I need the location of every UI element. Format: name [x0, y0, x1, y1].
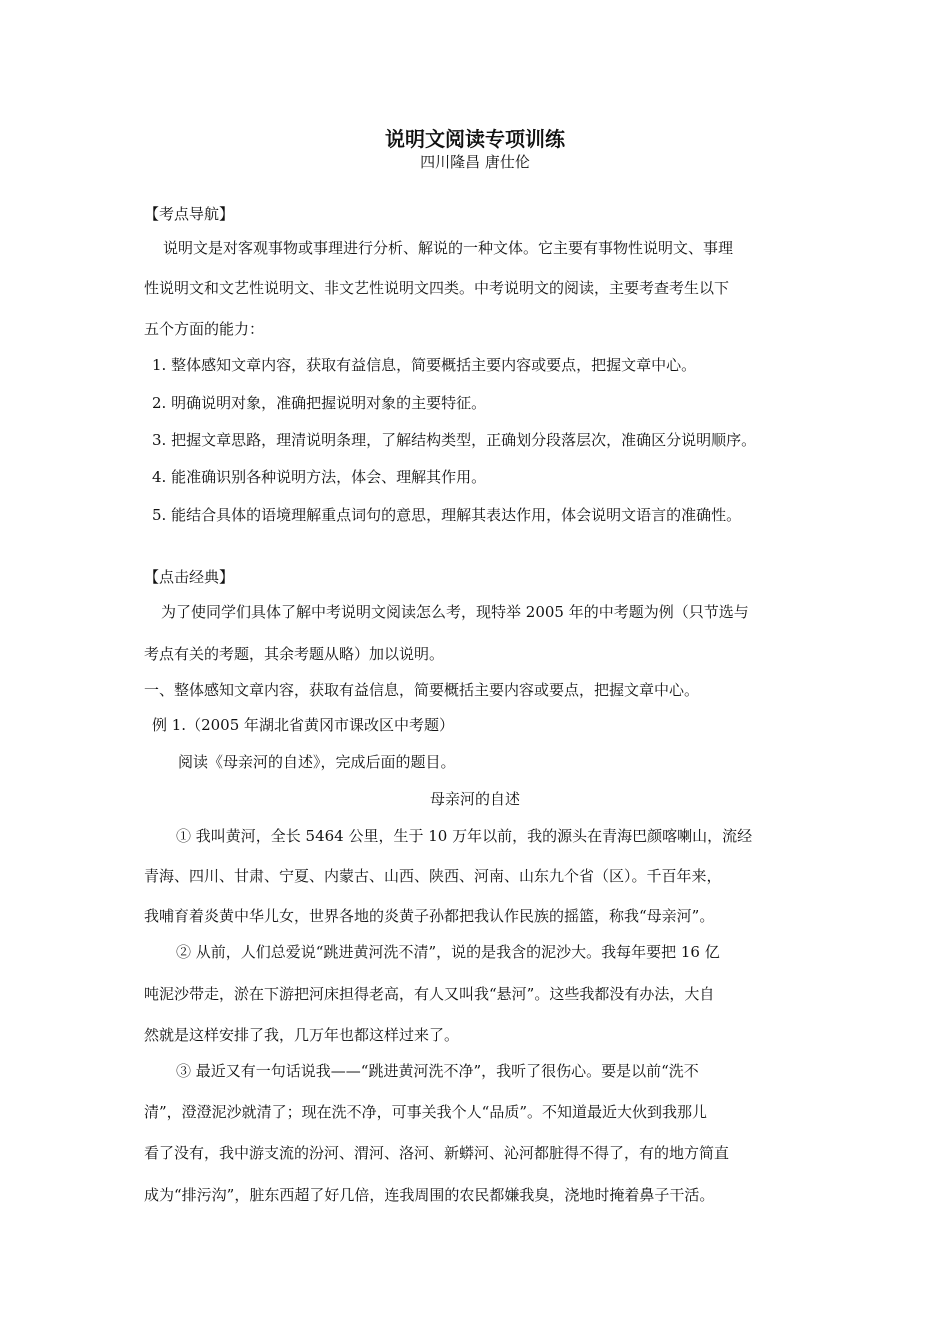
- part-one-heading: 一、整体感知文章内容，获取有益信息，简要概括主要内容或要点，把握文章中心。: [144, 681, 700, 699]
- section1-intro-line-1: 说明文是对客观事物或事理进行分析、解说的一种文体。它主要有事物性说明文、事理: [163, 239, 734, 257]
- paragraph-3-line-3: 看了没有，我中游支流的汾河、渭河、洛河、新蟒河、沁河都脏得不得了，有的地方简直: [144, 1144, 730, 1162]
- section1-intro-line-2: 性说明文和文艺性说明文、非文艺性说明文四类。中考说明文的阅读，主要考查考生以下: [144, 279, 730, 297]
- example-label: 例 1.（2005 年湖北省黄冈市课改区中考题）: [152, 716, 455, 734]
- paragraph-1-line-3: 我哺育着炎黄中华儿女，世界各地的炎黄子孙都把我认作民族的摇篮，称我“母亲河”。: [144, 907, 715, 925]
- ability-item-4: 4. 能准确识别各种说明方法，体会、理解其作用。: [152, 468, 487, 486]
- ability-item-1: 1. 整体感知文章内容，获取有益信息，简要概括主要内容或要点，把握文章中心。: [152, 356, 697, 374]
- reading-instruction: 阅读《母亲河的自述》，完成后面的题目。: [178, 753, 456, 771]
- paragraph-3-line-2: 清”，澄澄泥沙就清了；现在洗不净，可事关我个人“品质”。不知道最近大伙到我那儿: [144, 1103, 708, 1121]
- section-heading-exam-guide: 【考点导航】: [144, 205, 235, 223]
- ability-item-2: 2. 明确说明对象，准确把握说明对象的主要特征。: [152, 394, 487, 412]
- section1-intro-line-3: 五个方面的能力：: [144, 320, 265, 338]
- section2-intro-line-1: 为了使同学们具体了解中考说明文阅读怎么考，现特举 2005 年的中考题为例（只节选与: [161, 603, 749, 621]
- section-heading-classic-examples: 【点击经典】: [144, 568, 235, 586]
- document-title: 说明文阅读专项训练: [385, 127, 565, 151]
- paragraph-3-line-4: 成为“排污沟”，脏东西超了好几倍，连我周围的农民都嫌我臭，浇地时掩着鼻子干活。: [144, 1186, 715, 1204]
- section2-intro-line-2: 考点有关的考题，其余考题从略）加以说明。: [144, 645, 445, 663]
- article-title: 母亲河的自述: [429, 790, 520, 808]
- paragraph-2-line-2: 吨泥沙带走，淤在下游把河床担得老高，有人又叫我“悬河”。这些我都没有办法，大自: [144, 985, 715, 1003]
- ability-item-3: 3. 把握文章思路，理清说明条理，了解结构类型，正确划分段落层次，准确区分说明顺序。: [152, 431, 757, 449]
- paragraph-2-line-1: ② 从前，人们总爱说“跳进黄河洗不清”，说的是我含的泥沙大。我每年要把 16 亿: [176, 943, 720, 961]
- paragraph-3-line-1: ③ 最近又有一句话说我——“跳进黄河洗不净”，我听了很伤心。要是以前“洗不: [176, 1062, 699, 1080]
- ability-item-5: 5. 能结合具体的语境理解重点词句的意思，理解其表达作用，体会说明文语言的准确性。: [152, 506, 742, 524]
- paragraph-1-line-1: ① 我叫黄河，全长 5464 公里，生于 10 万年以前，我的源头在青海巴颜喀喇山，流经: [176, 827, 753, 845]
- paragraph-2-line-3: 然就是这样安排了我，几万年也都这样过来了。: [144, 1026, 460, 1044]
- document-author: 四川隆昌 唐仕伦: [420, 153, 530, 171]
- paragraph-1-line-2: 青海、四川、甘肃、宁夏、内蒙古、山西、陕西、河南、山东九个省（区）。千百年来，: [144, 867, 722, 885]
